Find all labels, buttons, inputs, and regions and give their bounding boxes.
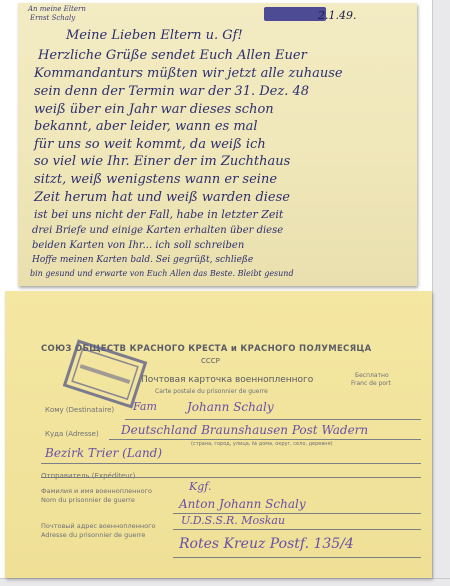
sender-kgf: Kgf. [189,480,212,493]
address-label: Куда (Adresse) [45,430,99,438]
greeting-line: An meine Eltern [28,5,86,13]
card-title: Почтовая карточка военнопленного [141,375,314,385]
letter-line: Zeit herum hat und weiß warden diese [34,190,290,205]
line-region [41,463,421,464]
card-title-fr: Carte postale du prisonnier de guerre [155,388,268,395]
sender-name-label-ru: Фамилия и имя военнопленного [41,487,153,495]
sender-address-label-fr: Adresse du prisonnier de guerre [41,531,146,539]
org-country: СССР [201,357,220,365]
letter-date: 2.1.49. [318,9,357,22]
letter-line: sitzt, weiß wenigstens wann er seine [34,172,278,187]
viewer-scrollbar[interactable] [432,0,450,585]
letter-line: Kommandanturs müßten wir jetzt alle zuhause [34,66,343,81]
org-title: СОЮЗ ОБЩЕСТВ КРАСНОГО КРЕСТА и КРАСНОГО ПОЛУМЕСЯЦА [41,344,372,354]
line-address [109,439,421,440]
prisoner-postcard [5,291,432,578]
letter-line: drei Briefe und einige Karten erhalten über diese [32,225,284,236]
letter-line: bin gesund und erwarte von Euch Allen das Beste. Bleibt gesund [30,269,294,278]
free-postage-ru: Бесплатно [355,372,389,379]
sender-name-label-fr: Nom du prisonnier de guerre [41,496,135,504]
recipient-address: Deutschland Braunshausen Post Wadern [121,423,369,437]
letter-line: für uns so weit kommt, da weiß ich [34,137,266,152]
sender-postbox: Rotes Kreuz Postf. 135/4 [179,536,354,552]
recipient-region: Bezirk Trier (Land) [45,446,163,460]
free-postage-fr: Franc de port [351,380,391,387]
handwritten-letter-card [18,3,417,286]
letter-line: Hoffe meinen Karten bald. Sei gegrüßt, schließe [32,255,254,265]
letter-line: Herzliche Grüße sendet Euch Allen Euer [38,48,307,63]
line-recipient [125,419,421,420]
address-hint: (страна, город, улица, № дома, округ, село, деревня) [191,441,333,447]
greeting-line: Ernst Schaly [30,14,76,22]
sender-country: U.D.S.S.R. Moskau [181,514,286,527]
sender-address-label-ru: Почтовый адрес военнопленного [41,522,156,530]
letter-line: sein denn der Termin war der 31. Dez. 48 [34,84,310,99]
line-sender-postbox [173,557,421,558]
sender-label: Отправитель (Expéditeur) [41,472,136,480]
recipient-name: Johann Schaly [187,400,274,414]
sender-name: Anton Johann Schaly [179,497,306,511]
recipient-label: Кому (Destinataire) [45,406,115,414]
letter-line: weiß über ein Jahr war dieses schon [34,102,274,117]
letter-line: ist bei uns nicht der Fall, habe in letzter Zeit [34,208,284,221]
letter-line: so viel wie Ihr. Einer der im Zuchthaus [34,154,291,169]
line-sender-country [173,529,421,530]
letter-line: Meine Lieben Eltern u. Gf! [66,28,243,43]
letter-line: beiden Karten von Ihr... ich soll schreiben [32,240,245,251]
ink-stamp [264,7,326,21]
recipient-prefix: Fam [133,400,157,413]
letter-line: bekannt, aber leider, wann es mal [34,119,258,134]
